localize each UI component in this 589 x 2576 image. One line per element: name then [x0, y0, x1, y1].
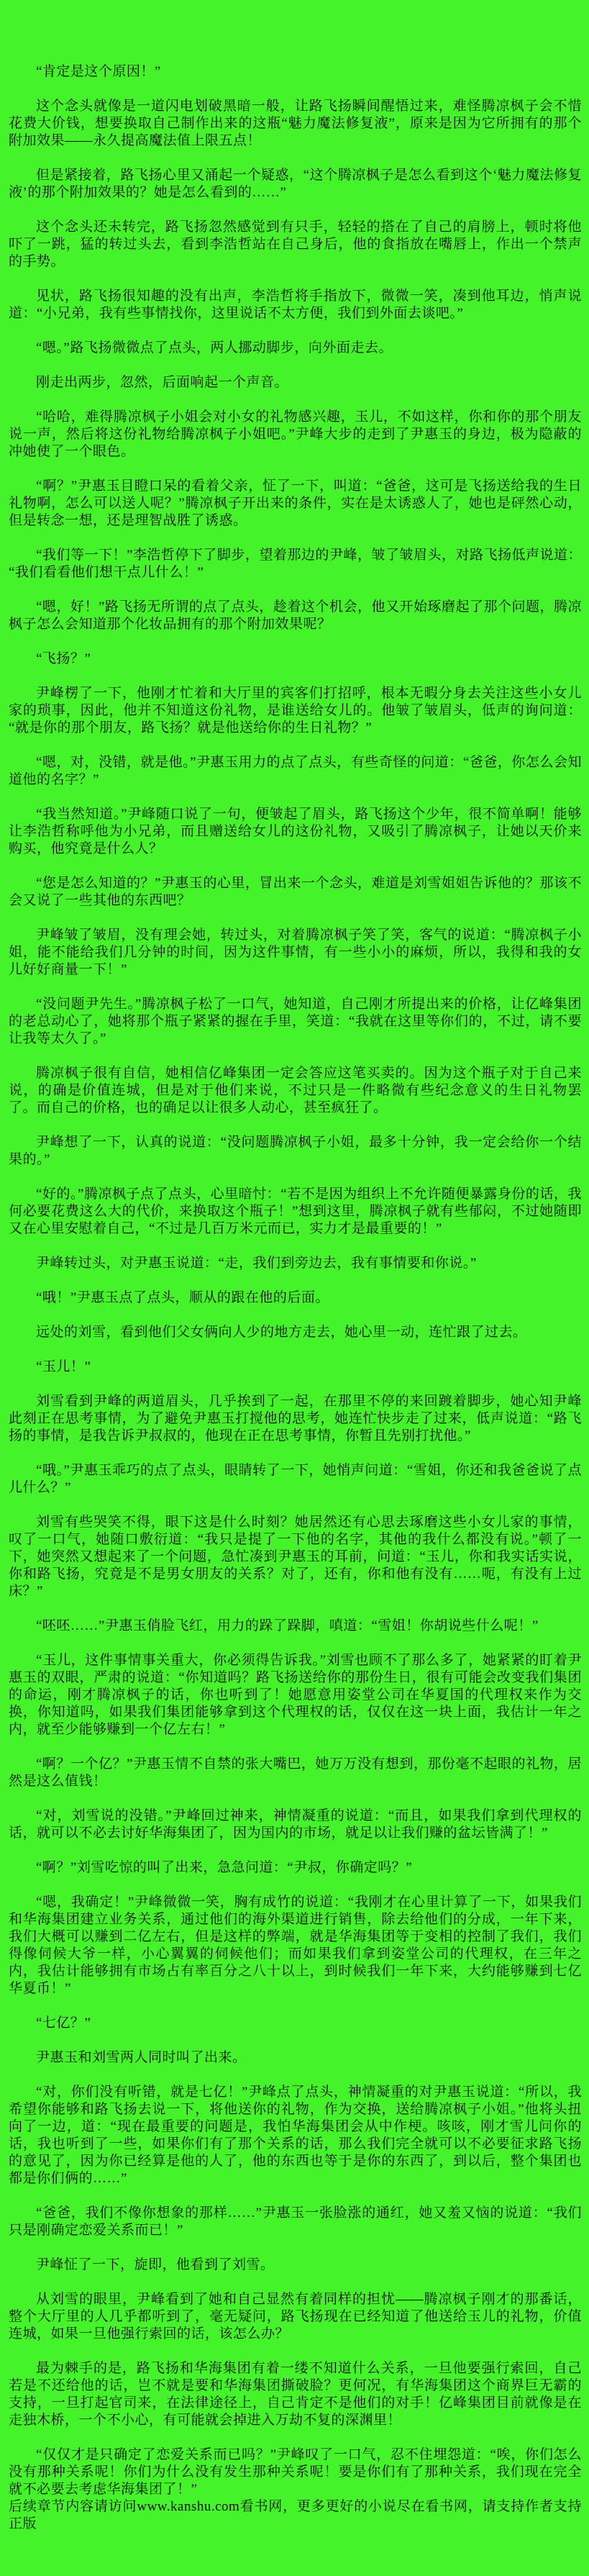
novel-paragraph: 最为棘手的是，路飞扬和华海集团有着一缕不知道什么关系，一旦他要强行索回，自己若是不还给他的话，岂不就是要和华海集团撕破脸？更何况，有华海集团这个商界巨无霸的支持，一旦打起官司来，在法律途径上，自己肯定不是他们的对手！亿峰集团目前就像是在走独木桥，一个不小心，有可能就会掉进入万劫不复的深渊里！ [9, 2361, 582, 2428]
novel-paragraph: “玉儿，这件事情事关重大，你必须得告诉我。”刘雪也顾不了那么多了，她紧紧的盯着尹惠玉的双眼，严肃的说道：“你知道吗？路飞扬送给你的那份生日，很有可能会改变我们集团的命运，刚才腾凉枫子的话，你也听到了！她愿意用姿堂公司在华夏国的代理权来作为交换，你知道吗，如果我们集团能够拿到这个代理权的话，仅仅在这一块上面，我估计一年之内，就至少能够赚到一个亿左右！” [9, 1653, 582, 1737]
novel-paragraph: 但是紧接着，路飞扬心里又涌起一个疑惑，“这个腾凉枫子是怎么看到这个‘魅力魔法修复液’的那个附加效果的？她是怎么看到的……” [9, 168, 582, 200]
novel-paragraph: “七亿？” [36, 2015, 91, 2031]
novel-paragraph: “呸呸……”尹惠玉俏脸飞红，用力的跺了跺脚，嗔道：“雪姐！你胡说些什么呢！” [36, 1618, 539, 1633]
novel-paragraph: 见状，路飞扬很知趣的没有出声，李浩哲将手指放下，微微一笑，凑到他耳边，悄声说道：“小兄弟，我有些事情找你，这里说话不太方便，我们到外面去谈吧。” [9, 289, 582, 321]
novel-paragraph: “我当然知道。”尹峰随口说了一句，便皱起了眉头，路飞扬这个少年，很不简单啊！能够让李浩哲称呼他为小兄弟，而且赠送给女儿的这份礼物，又吸引了腾凉枫子，让她以天价来购买，他究竟是什么人？ [9, 807, 582, 856]
novel-paragraph: 尹峰楞了一下，他刚才忙着和大厅里的宾客们打招呼，根本无暇分身去关注这些小女儿家的琐事，因此，他并不知道这份礼物，是谁送给女儿的。他皱了皱眉头，低声的询问道：“就是你的那个朋友，路飞扬？就是他送给你的生日礼物？” [9, 686, 582, 735]
novel-paragraph: 尹惠玉和刘雪两人同时叫了出来。 [36, 2050, 247, 2065]
novel-paragraph: 腾凉枫子很有自信，她相信亿峰集团一定会答应这笔买卖的。因为这个瓶子对于自己来说，的确是价值连城，但是对于他们来说，不过只是一件略微有些纪念意义的生日礼物罢了。而自己的价格，也的确足以让很多人动心，甚至疯狂了。 [9, 1066, 582, 1115]
novel-paragraph: 这个念头就像是一道闪电划破黑暗一般，让路飞扬瞬间醒悟过来，难怪腾凉枫子会不惜花费大价钱，想要换取自己制作出来的这瓶“魅力魔法修复液”，原来是因为它所拥有的那个附加效果——永久提高魔法值上限五点！ [9, 99, 582, 148]
novel-text [9, 63, 582, 2498]
novel-paragraph: “玉儿！” [36, 1359, 91, 1374]
novel-paragraph: “仅仅才是只确定了恋爱关系而已吗？”尹峰叹了一口气，忍不住埋怨道：“唉，你们怎么没有那种关系呢！你们为什么没有发生那种关系呢！要是你们有了那种关系，我们现在完全就不必要去考虑华海集团了！” [9, 2447, 582, 2497]
novel-paragraph: 从刘雪的眼里，尹峰看到了她和自己显然有着同样的担忧——腾凉枫子刚才的那番话，整个大厅里的人几乎都听到了，毫无疑问，路飞扬现在已经知道了他送给玉儿的礼物，价值连城，如果一旦他强行索回的话，该怎么办？ [9, 2292, 582, 2341]
novel-paragraph: 尹峰怔了一下，旋即，他看到了刘雪。 [36, 2257, 275, 2272]
novel-paragraph: “哦。”尹惠玉乖巧的点了点头，眼睛转了一下，她悄声问道：“雪姐，你还和我爸爸说了点儿什么？” [9, 1463, 582, 1495]
novel-paragraph: “爸爸，我们不像你想象的那样……”尹惠玉一张脸涨的通红，她又羞又恼的说道：“我们只是刚确定恋爱关系而已！” [9, 2205, 582, 2238]
novel-paragraph: “哦！”尹惠玉点了点头，顺从的跟在他的后面。 [36, 1290, 329, 1305]
novel-paragraph: “对，刘雪说的没错。”尹峰回过神来，神情凝重的说道：“而且，如果我们拿到代理权的话，就可以不必去讨好华海集团了，因为国内的市场，就足以让我们赚的盆坛皆满了！” [9, 1808, 582, 1841]
novel-paragraph: “嗯，对，没错，就是他。”尹惠玉用力的点了点头，有些奇怪的问道：“爸爸，你怎么会知道他的名字？” [9, 755, 582, 787]
novel-paragraph: 尹峰想了一下，认真的说道：“没问题腾凉枫子小姐，最多十分钟，我一定会给你一个结果的。” [9, 1135, 582, 1167]
novel-paragraph: 刘雪看到尹峰的两道眉头，几乎挨到了一起，在那里不停的来回踱着脚步，她心知尹峰此刻正在思考事情，为了避免尹惠玉打搅他的思考，她连忙快步走了过来，低声说道：“路飞扬的事情，是我告诉尹叔叔的，他现在正在思考事情，你暂且先别打扰他。” [9, 1394, 582, 1443]
novel-paragraph: “好的。”腾凉枫子点了点头，心里暗忖：“若不是因为组织上不允许随便暴露身份的话，我何必要花费这么大的代价，来换取这个瓶子！”想到这里，腾凉枫子就有些郁闷，不过她随即又在心里安慰着自己，“不过是几百万米元而已，实力才是最重要的！” [9, 1187, 582, 1236]
novel-paragraph: 尹峰转过头，对尹惠玉说道：“走，我们到旁边去，我有事情要和你说。” [36, 1256, 477, 1271]
novel-paragraph: “没问题尹先生。”腾凉枫子松了一口气，她知道，自己刚才所提出来的价格，让亿峰集团的老总动心了，她将那个瓶子紧紧的握在手里，笑道：“我就在这里等你们的，不过，请不要让我等太久了。” [9, 997, 582, 1046]
novel-paragraph: “对，你们没有听错，就是七亿！”尹峰点了点头，神情凝重的对尹惠玉说道：“所以，我希望你能够和路飞扬去说一下，将他送你的礼物，作为交换，送给腾凉枫子小姐。”他将头扭向了一边，道：“现在最重要的问题是，我怕华海集团会从中作梗。咳咳，刚才雪儿问你的话，我也听到了一些，如果你们有了那个关系的话，那么我们完全就可以不必要征求路飞扬的意见了，因为你已经算是他的人了，他的东西也等于是你的东西了，到以后，整个集团也都是你们俩的……” [9, 2085, 582, 2186]
novel-paragraph: “肯定是这个原因！” [36, 64, 161, 79]
novel-paragraph: “我们等一下！”李浩哲停下了脚步，望着那边的尹峰，皱了皱眉头，对路飞扬低声说道：“我们看看他们想干点儿什么！” [9, 548, 582, 580]
novel-paragraph: 尹峰皱了皱眉，没有理会她，转过头，对着腾凉枫子笑了笑，客气的说道：“腾凉枫子小姐，能不能给我们几分钟的时间，因为这件事情，有一些小小的麻烦，所以，我得和我的女儿好好商量一下！” [9, 928, 582, 977]
novel-paragraph: “啊？”尹惠玉目瞪口呆的看着父亲，怔了一下，叫道：“爸爸，这可是飞扬送给我的生日礼物啊，怎么可以送人呢？”腾凉枫子开出来的条件，实在是太诱惑人了，她也是砰然心动，但是转念一想，还是理智战胜了诱惑。 [9, 479, 582, 528]
novel-paragraph: “飞扬？” [36, 651, 91, 666]
novel-paragraph: “啊？一个亿？”尹惠玉情不自禁的张大嘴巴，她万万没有想到，那份毫不起眼的礼物，居然是这么值钱！ [9, 1756, 582, 1789]
novel-paragraph: 刚走出两步，忽然，后面响起一个声音。 [36, 375, 289, 390]
footer-copyright-notice: 后续章节内容请访问www.kanshu.com看书网，更多更好的小说尽在看书网，请支持作者支持正版 [9, 2499, 582, 2531]
novel-paragraph: 这个念头还未转完，路飞扬忽然感觉到有只手，轻轻的搭在了自己的肩膀上，顿时将他吓了一跳，猛的转过头去，看到李浩哲站在自己身后，他的食指放在嘴唇上，作出一个禁声的手势。 [9, 219, 582, 269]
novel-paragraph: “嗯，好！”路飞扬无所谓的点了点头，趁着这个机会，他又开始琢磨起了那个问题，腾凉枫子怎么会知道那个化妆品拥有的那个附加效果呢？ [9, 599, 582, 632]
novel-paragraph: “哈哈，难得腾凉枫子小姐会对小女的礼物感兴趣，玉儿，不如这样，你和你的那个朋友说一声，然后将这份礼物给腾凉枫子小姐吧。”尹峰大步的走到了尹惠玉的身边，极为隐蔽的冲她使了一个眼色。 [9, 409, 582, 459]
novel-paragraph: “嗯，我确定！”尹峰微微一笑，胸有成竹的说道：“我刚才在心里计算了一下，如果我们和华海集团建立业务关系，通过他们的海外渠道进行销售，除去给他们的分成，一年下来，我们大概可以赚到二亿左右，但是这样的弊端，就是华海集团等于变相的控制了我们，我们得像伺候大爷一样，小心翼翼的伺候他们；而如果我们拿到姿堂公司的代理权，在三年之内，我估计能够拥有市场占有率百分之八十以上，到时候我们一年下来，大约能够赚到七亿华夏币！” [9, 1895, 582, 1996]
novel-paragraph: 刘雪有些哭笑不得，眼下这是什么时刻？她居然还有心思去琢磨这些小女儿家的事情，叹了一口气，她随口敷衍道：“我只是提了一下他的名字，其他的我什么都没有说。”顿了一下，她突然又想起来了一个问题，急忙凑到尹惠玉的耳前，问道：“玉儿，你和我实话实说，你和路飞扬，究竟是不是男女朋友的关系？对了，还有，你和他有没有……呃，有没有上过床？” [9, 1515, 582, 1599]
novel-paragraph: “嗯。”路飞扬微微点了点头，两人挪动脚步，向外面走去。 [36, 340, 393, 355]
novel-paragraph: “啊？”刘雪吃惊的叫了出来，急急问道：“尹叔，你确定吗？” [36, 1860, 413, 1875]
novel-paragraph: 远处的刘雪，看到他们父女俩向人少的地方走去，她心里一动，连忙跟了过去。 [36, 1325, 527, 1340]
novel-paragraph: “您是怎么知道的？”尹惠玉的心里，冒出来一个念头，难道是刘雪姐姐告诉他的？那该不会又说了一些其他的东西吧？ [9, 876, 582, 908]
